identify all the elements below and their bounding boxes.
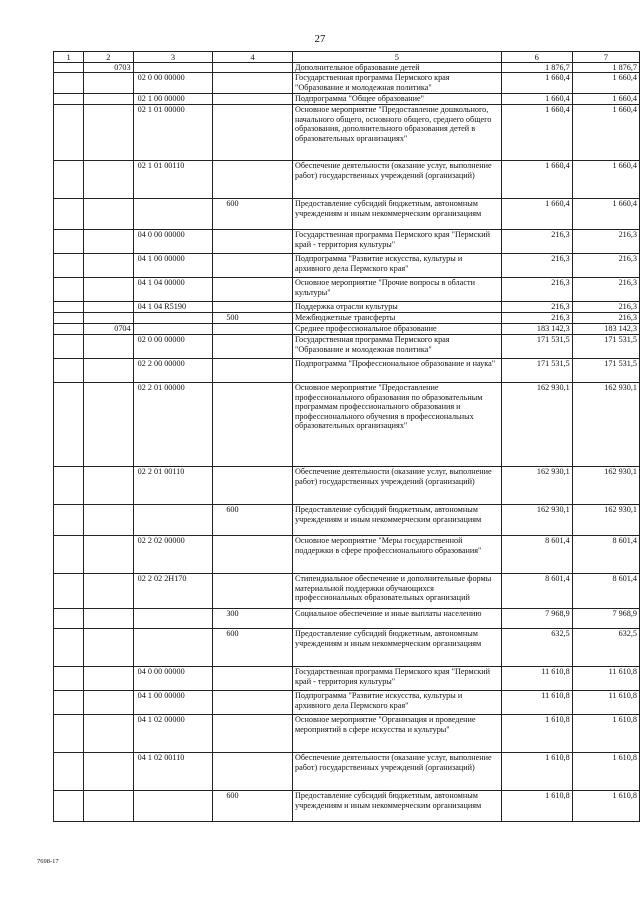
section-code (84, 574, 133, 609)
section-code (84, 467, 133, 505)
expense-type-code (213, 254, 293, 278)
col-1-cell (54, 505, 84, 536)
target-code: 04 1 00 00000 (133, 691, 213, 715)
item-name: Государственная программа Пермского края "Образование и молодежная политика" (292, 73, 501, 94)
section-code (84, 73, 133, 94)
table-row (54, 335, 640, 359)
table-body (54, 63, 640, 822)
item-name: Основное мероприятие "Меры государственной поддержки в сфере профессионального образования" (292, 536, 501, 574)
section-code (84, 313, 133, 324)
item-name: Предоставление субсидий бюджетным, автономным учреждениям и иным некоммерческим организациям (292, 629, 501, 667)
item-name: Государственная программа Пермского края "Пермский край - территория культуры" (292, 667, 501, 691)
table-row (54, 715, 640, 753)
table-row (54, 94, 640, 105)
amount-col-7: 1 660,4 (572, 161, 639, 199)
expense-type-code: 300 (213, 609, 293, 629)
amount-col-7: 171 531,5 (572, 359, 639, 383)
col-1-cell (54, 105, 84, 161)
col-1-cell (54, 313, 84, 324)
target-code (133, 629, 213, 667)
table-row (54, 383, 640, 467)
amount-col-7: 216,3 (572, 230, 639, 254)
amount-col-7: 1 610,8 (572, 715, 639, 753)
expense-type-code (213, 691, 293, 715)
section-code: 0703 (84, 63, 133, 73)
expense-type-code (213, 278, 293, 302)
item-name: Основное мероприятие "Организация и проведение мероприятий в сфере искусства и культуры" (292, 715, 501, 753)
expense-type-code: 600 (213, 505, 293, 536)
header-col-5: 5 (292, 52, 501, 63)
header-col-4: 4 (213, 52, 293, 63)
item-name: Стипендиальное обеспечение и дополнительные формы материальной поддержки обучающихся профессиональных образовательных организаций (292, 574, 501, 609)
expense-type-code: 600 (213, 629, 293, 667)
amount-col-6: 162 930,1 (501, 383, 572, 467)
table-row (54, 313, 640, 324)
col-1-cell (54, 536, 84, 574)
col-1-cell (54, 574, 84, 609)
amount-col-6: 632,5 (501, 629, 572, 667)
col-1-cell (54, 629, 84, 667)
amount-col-7: 1 660,4 (572, 94, 639, 105)
amount-col-7: 8 601,4 (572, 536, 639, 574)
expense-type-code (213, 383, 293, 467)
table-row (54, 574, 640, 609)
amount-col-7: 7 968,9 (572, 609, 639, 629)
table-row (54, 753, 640, 791)
target-code: 02 2 01 00000 (133, 383, 213, 467)
amount-col-6: 162 930,1 (501, 505, 572, 536)
section-code (84, 715, 133, 753)
header-col-1: 1 (54, 52, 84, 63)
target-code (133, 609, 213, 629)
col-1-cell (54, 359, 84, 383)
amount-col-6: 216,3 (501, 278, 572, 302)
item-name: Обеспечение деятельности (оказание услуг, выполнение работ) государственных учреждений (организаций) (292, 467, 501, 505)
col-1-cell (54, 791, 84, 822)
target-code: 04 0 00 00000 (133, 230, 213, 254)
table-row (54, 278, 640, 302)
target-code: 04 1 04 00000 (133, 278, 213, 302)
amount-col-6: 171 531,5 (501, 359, 572, 383)
section-code (84, 629, 133, 667)
section-code (84, 230, 133, 254)
page-number: 27 (314, 33, 326, 45)
amount-col-6: 216,3 (501, 302, 572, 313)
amount-col-7: 1 660,4 (572, 73, 639, 94)
amount-col-6: 1 660,4 (501, 73, 572, 94)
amount-col-6: 8 601,4 (501, 536, 572, 574)
amount-col-7: 632,5 (572, 629, 639, 667)
amount-col-6: 11 610,8 (501, 691, 572, 715)
item-name: Подпрограмма "Развитие искусства, культуры и архивного дела Пермского края" (292, 254, 501, 278)
item-name: Основное мероприятие "Прочие вопросы в области культуры" (292, 278, 501, 302)
section-code (84, 199, 133, 230)
amount-col-6: 183 142,3 (501, 324, 572, 335)
section-code (84, 254, 133, 278)
table-row (54, 73, 640, 94)
item-name: Предоставление субсидий бюджетным, автономным учреждениям и иным некоммерческим организациям (292, 199, 501, 230)
section-code (84, 94, 133, 105)
item-name: Подпрограмма "Общее образование" (292, 94, 501, 105)
section-code (84, 753, 133, 791)
amount-col-6: 1 660,4 (501, 199, 572, 230)
amount-col-7: 11 610,8 (572, 691, 639, 715)
col-1-cell (54, 324, 84, 335)
section-code (84, 161, 133, 199)
expense-type-code: 500 (213, 313, 293, 324)
target-code: 02 2 01 00110 (133, 467, 213, 505)
expense-type-code (213, 161, 293, 199)
amount-col-7: 1 876,7 (572, 63, 639, 73)
table-row (54, 667, 640, 691)
col-1-cell (54, 199, 84, 230)
expense-type-code (213, 63, 293, 73)
target-code: 04 1 02 00110 (133, 753, 213, 791)
target-code: 02 1 01 00110 (133, 161, 213, 199)
budget-table (53, 51, 640, 822)
section-code (84, 609, 133, 629)
section-code (84, 335, 133, 359)
expense-type-code (213, 94, 293, 105)
header-col-7: 7 (572, 52, 639, 63)
target-code: 02 0 00 00000 (133, 335, 213, 359)
col-1-cell (54, 467, 84, 505)
footer-code: 7698-17 (37, 858, 59, 865)
item-name: Обеспечение деятельности (оказание услуг, выполнение работ) государственных учреждений (организаций) (292, 753, 501, 791)
item-name: Предоставление субсидий бюджетным, автономным учреждениям и иным некоммерческим организациям (292, 505, 501, 536)
col-1-cell (54, 161, 84, 199)
target-code (133, 63, 213, 73)
item-name: Основное мероприятие "Предоставление профессионального образования по образовательным программам профессионального образования и профессионального обучения в профессиональных образовательных организациях" (292, 383, 501, 467)
amount-col-7: 162 930,1 (572, 467, 639, 505)
section-code (84, 536, 133, 574)
target-code (133, 505, 213, 536)
table-row (54, 691, 640, 715)
amount-col-6: 8 601,4 (501, 574, 572, 609)
amount-col-7: 216,3 (572, 313, 639, 324)
amount-col-7: 216,3 (572, 302, 639, 313)
expense-type-code (213, 715, 293, 753)
section-code (84, 359, 133, 383)
target-code: 04 1 00 00000 (133, 254, 213, 278)
amount-col-6: 171 531,5 (501, 335, 572, 359)
section-code (84, 691, 133, 715)
target-code: 04 0 00 00000 (133, 667, 213, 691)
amount-col-6: 162 930,1 (501, 467, 572, 505)
expense-type-code: 600 (213, 199, 293, 230)
expense-type-code (213, 105, 293, 161)
amount-col-6: 216,3 (501, 230, 572, 254)
section-code: 0704 (84, 324, 133, 335)
item-name: Дополнительное образование детей (292, 63, 501, 73)
amount-col-6: 1 660,4 (501, 105, 572, 161)
amount-col-6: 1 660,4 (501, 161, 572, 199)
col-1-cell (54, 73, 84, 94)
col-1-cell (54, 335, 84, 359)
item-name: Подпрограмма "Развитие искусства, культуры и архивного дела Пермского края" (292, 691, 501, 715)
target-code (133, 199, 213, 230)
target-code (133, 324, 213, 335)
table-row (54, 536, 640, 574)
expense-type-code (213, 302, 293, 313)
table-row (54, 629, 640, 667)
item-name: Основное мероприятие "Предоставление дошкольного, начального общего, основного общего, среднего общего образования, дополнительного образования детей в образовательных организациях" (292, 105, 501, 161)
target-code: 02 2 02 00000 (133, 536, 213, 574)
target-code: 04 1 04 R5190 (133, 302, 213, 313)
expense-type-code: 600 (213, 791, 293, 822)
table-row (54, 609, 640, 629)
table-row (54, 324, 640, 335)
item-name: Государственная программа Пермского края "Пермский край - территория культуры" (292, 230, 501, 254)
section-code (84, 505, 133, 536)
amount-col-6: 1 610,8 (501, 791, 572, 822)
target-code: 02 2 00 00000 (133, 359, 213, 383)
expense-type-code (213, 574, 293, 609)
header-col-2: 2 (84, 52, 133, 63)
amount-col-6: 11 610,8 (501, 667, 572, 691)
expense-type-code (213, 324, 293, 335)
header-col-6: 6 (501, 52, 572, 63)
amount-col-7: 216,3 (572, 278, 639, 302)
header-row (54, 52, 640, 63)
item-name: Социальное обеспечение и иные выплаты населению (292, 609, 501, 629)
section-code (84, 302, 133, 313)
target-code: 04 1 02 00000 (133, 715, 213, 753)
item-name: Обеспечение деятельности (оказание услуг, выполнение работ) государственных учреждений (организаций) (292, 161, 501, 199)
amount-col-7: 1 660,4 (572, 199, 639, 230)
table-row (54, 254, 640, 278)
col-1-cell (54, 63, 84, 73)
target-code: 02 2 02 2Н170 (133, 574, 213, 609)
target-code (133, 791, 213, 822)
col-1-cell (54, 254, 84, 278)
amount-col-7: 11 610,8 (572, 667, 639, 691)
amount-col-7: 183 142,3 (572, 324, 639, 335)
table-row (54, 505, 640, 536)
expense-type-code (213, 230, 293, 254)
amount-col-7: 171 531,5 (572, 335, 639, 359)
table-row (54, 105, 640, 161)
col-1-cell (54, 691, 84, 715)
amount-col-6: 1 610,8 (501, 715, 572, 753)
target-code (133, 313, 213, 324)
col-1-cell (54, 94, 84, 105)
amount-col-7: 162 930,1 (572, 505, 639, 536)
table-row (54, 302, 640, 313)
target-code: 02 1 01 00000 (133, 105, 213, 161)
section-code (84, 278, 133, 302)
section-code (84, 791, 133, 822)
header-col-3: 3 (133, 52, 213, 63)
amount-col-7: 162 930,1 (572, 383, 639, 467)
table-row (54, 359, 640, 383)
amount-col-7: 1 610,8 (572, 753, 639, 791)
item-name: Поддержка отрасли культуры (292, 302, 501, 313)
expense-type-code (213, 73, 293, 94)
expense-type-code (213, 753, 293, 791)
expense-type-code (213, 359, 293, 383)
col-1-cell (54, 715, 84, 753)
table-row (54, 791, 640, 822)
target-code: 02 0 00 00000 (133, 73, 213, 94)
amount-col-6: 7 968,9 (501, 609, 572, 629)
item-name: Подпрограмма "Профессиональное образование и наука" (292, 359, 501, 383)
table-row (54, 161, 640, 199)
amount-col-6: 1 610,8 (501, 753, 572, 791)
expense-type-code (213, 335, 293, 359)
amount-col-7: 1 610,8 (572, 791, 639, 822)
amount-col-6: 216,3 (501, 313, 572, 324)
section-code (84, 667, 133, 691)
amount-col-6: 1 876,7 (501, 63, 572, 73)
amount-col-6: 216,3 (501, 254, 572, 278)
amount-col-6: 1 660,4 (501, 94, 572, 105)
col-1-cell (54, 667, 84, 691)
expense-type-code (213, 536, 293, 574)
col-1-cell (54, 753, 84, 791)
col-1-cell (54, 383, 84, 467)
expense-type-code (213, 467, 293, 505)
table-row (54, 199, 640, 230)
amount-col-7: 216,3 (572, 254, 639, 278)
col-1-cell (54, 278, 84, 302)
table-row (54, 63, 640, 73)
section-code (84, 105, 133, 161)
item-name: Предоставление субсидий бюджетным, автономным учреждениям и иным некоммерческим организациям (292, 791, 501, 822)
table-row (54, 230, 640, 254)
col-1-cell (54, 230, 84, 254)
amount-col-7: 1 660,4 (572, 105, 639, 161)
expense-type-code (213, 667, 293, 691)
col-1-cell (54, 302, 84, 313)
amount-col-7: 8 601,4 (572, 574, 639, 609)
item-name: Государственная программа Пермского края "Образование и молодежная политика" (292, 335, 501, 359)
col-1-cell (54, 609, 84, 629)
target-code: 02 1 00 00000 (133, 94, 213, 105)
section-code (84, 383, 133, 467)
item-name: Среднее профессиональное образование (292, 324, 501, 335)
table-row (54, 467, 640, 505)
item-name: Межбюджетные трансферты (292, 313, 501, 324)
